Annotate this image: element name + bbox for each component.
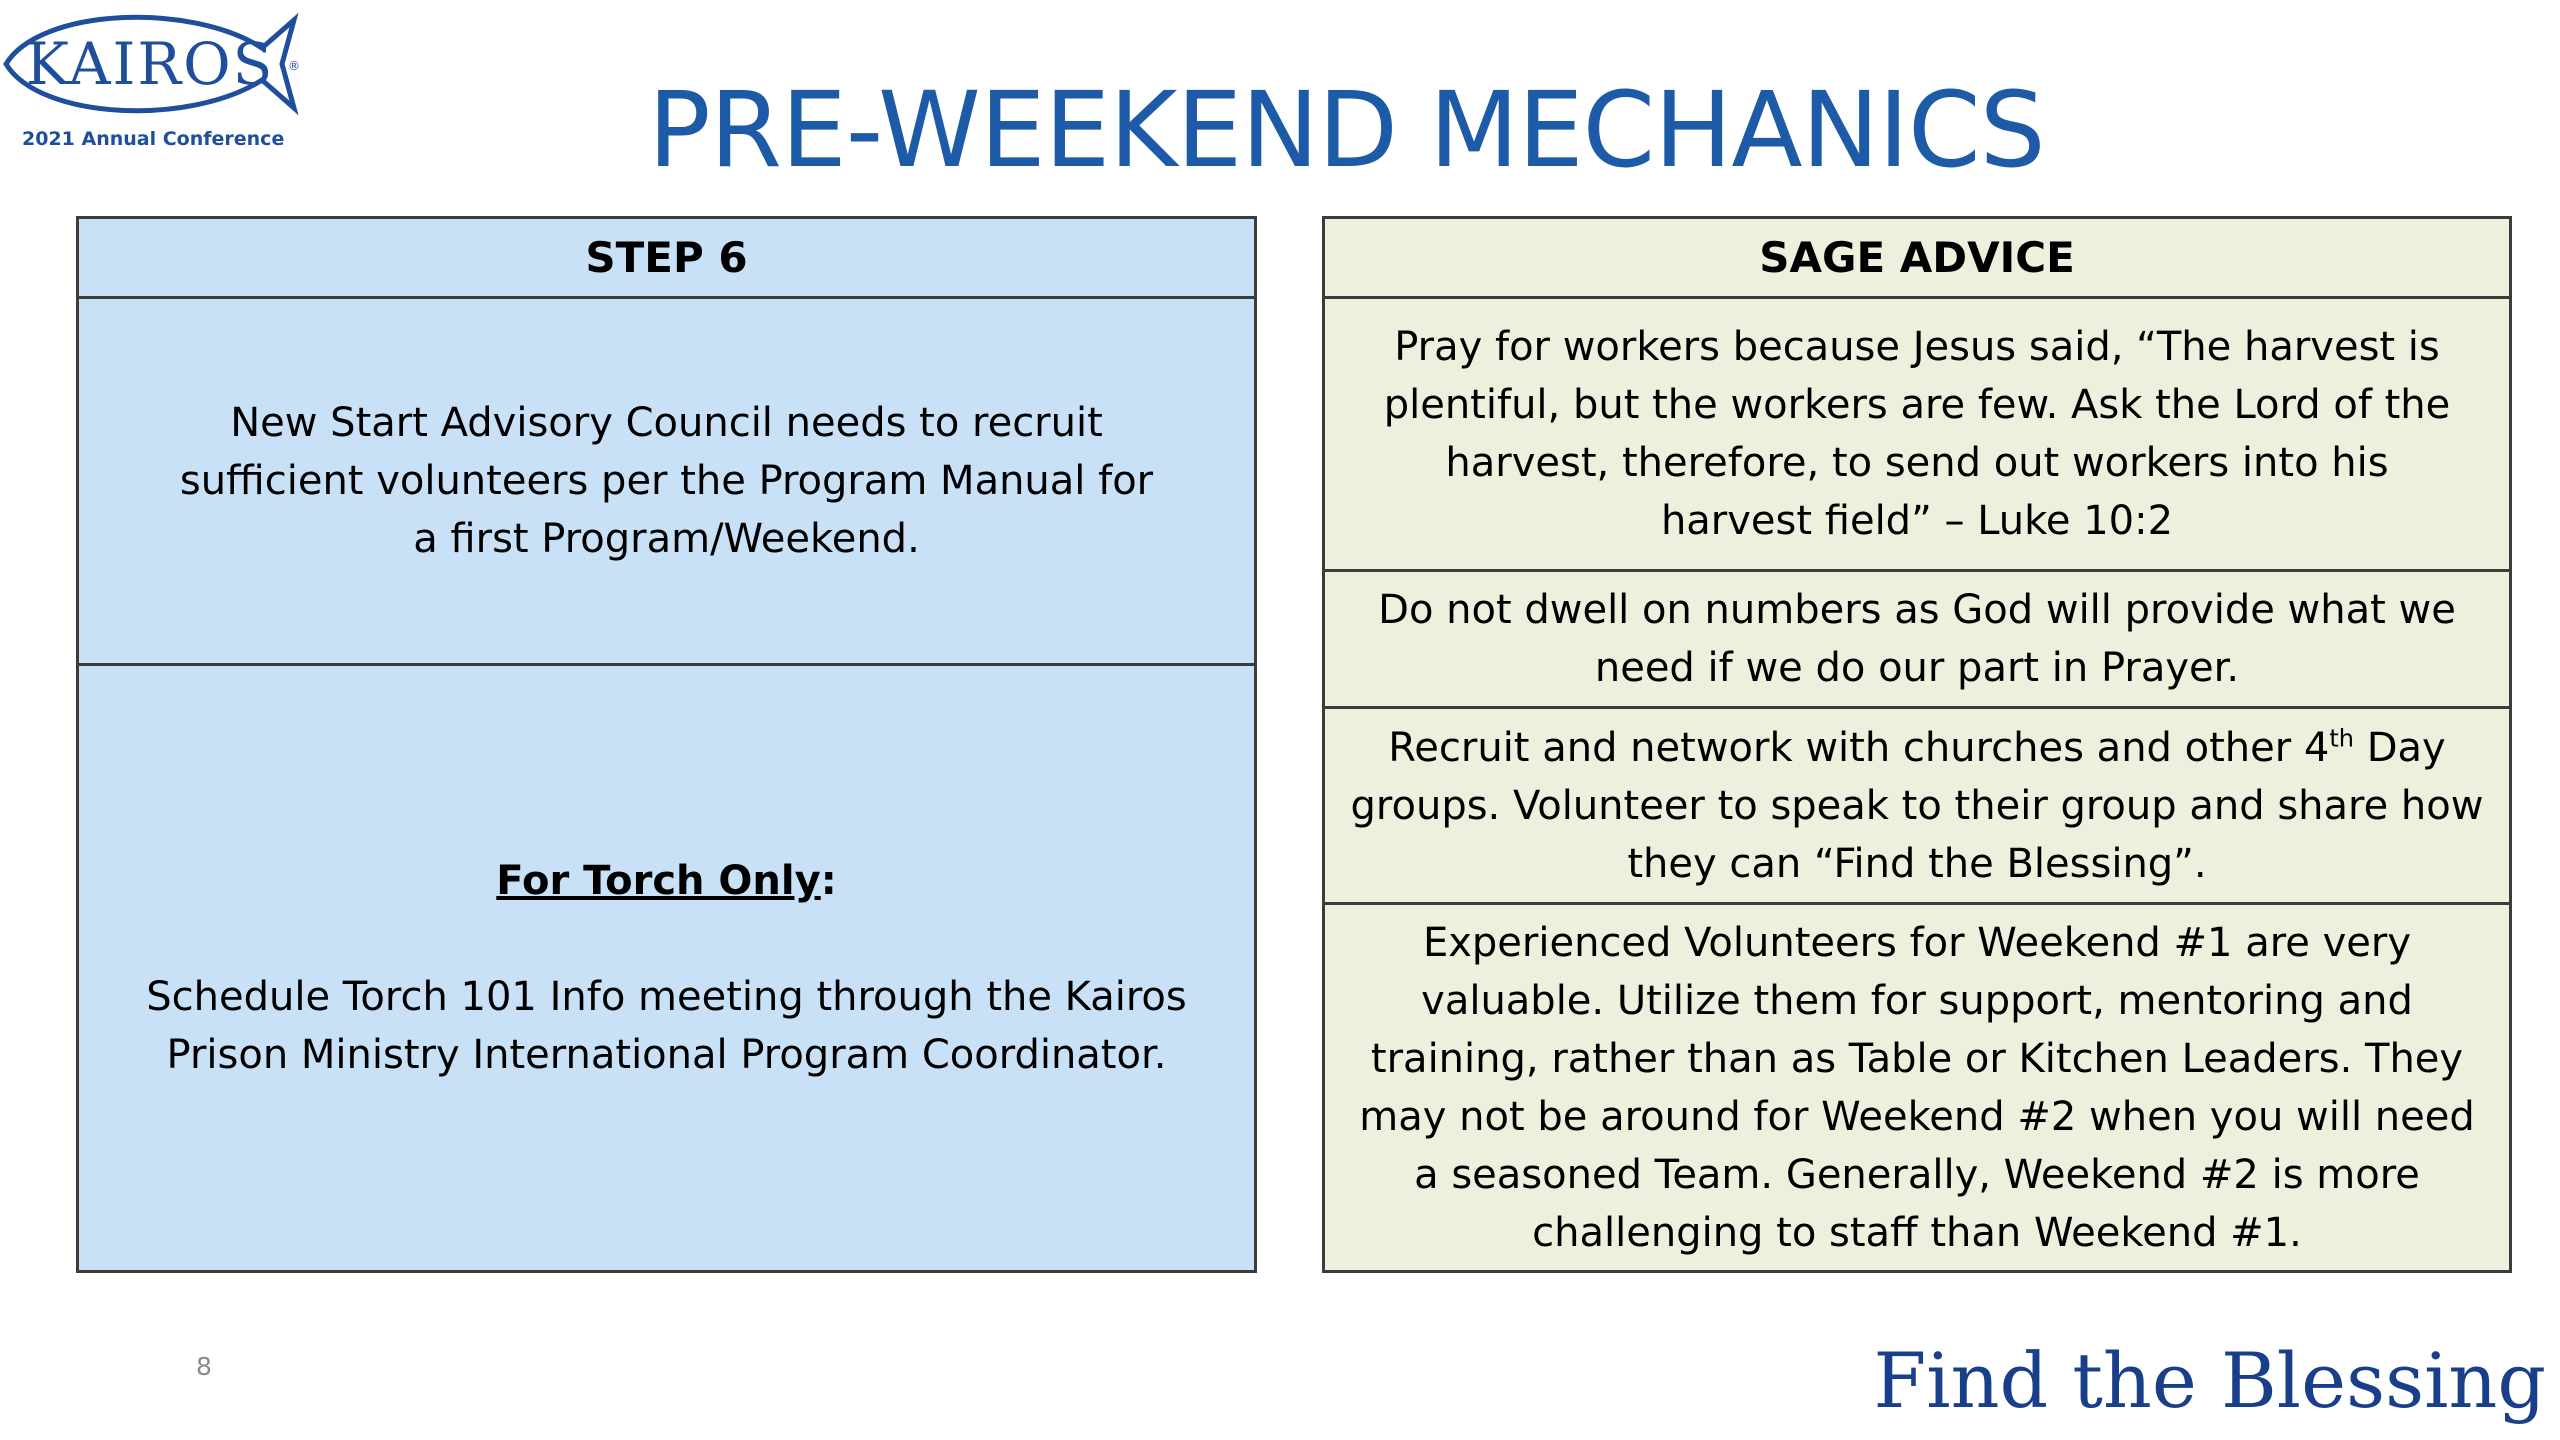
advice-cell-1 xyxy=(1325,299,2509,572)
sage-advice-panel xyxy=(1322,216,2512,1273)
torch-title: For Torch Only xyxy=(496,858,821,904)
advice-text-4: Experienced Volunteers for Weekend #1 are very valuable. Utilize them for support, mentoring and training, rather than as Table or Kitchen Leaders. They may not be around for Weekend #2 when you will need a seasoned Team. Generally, Weekend #2 is more challenging to staff than Weekend #1. xyxy=(1359,919,2475,1256)
kairos-fish-emblem xyxy=(0,0,300,125)
advice-text-1: Pray for workers because Jesus said, “The harvest is plentiful, but the workers are few. Ask the Lord of the harvest, therefore, to send out workers into his harvest field” – Luke 10:2 xyxy=(1383,324,2451,544)
torch-cell xyxy=(79,666,1254,1270)
svg-text:®: ® xyxy=(288,59,300,73)
advice-text-3a: Recruit and network with churches and other 4 xyxy=(1388,724,2330,771)
advice-cell-3 xyxy=(1325,709,2509,905)
torch-text: Schedule Torch 101 Info meeting through the Kairos Prison Ministry International Program Coordinator. xyxy=(146,974,1187,1078)
page-number: 8 xyxy=(196,1352,212,1381)
torch-heading xyxy=(496,852,836,910)
step-panel xyxy=(76,216,1257,1273)
kairos-wordmark: KAIROS xyxy=(25,30,275,98)
advice-text-2: Do not dwell on numbers as God will provide what we need if we do our part in Prayer. xyxy=(1378,587,2456,691)
advice-text-3b: Day groups. Volunteer to speak to their group and share how they can “Find the Blessing”. xyxy=(1350,724,2484,887)
conference-label: 2021 Annual Conference xyxy=(22,128,285,150)
kairos-logo xyxy=(0,0,300,160)
step-description-cell xyxy=(79,299,1254,666)
advice-cell-2 xyxy=(1325,572,2509,709)
advice-cell-4 xyxy=(1325,905,2509,1270)
step-header: STEP 6 xyxy=(79,219,1254,299)
advice-text-3 xyxy=(1349,719,2485,893)
torch-colon: : xyxy=(820,858,837,904)
tagline: Find the Blessing xyxy=(1873,1336,2546,1425)
page-title: PRE-WEEKEND MECHANICS xyxy=(648,69,2045,191)
step-description: New Start Advisory Council needs to recruit sufficient volunteers per the Program Manual for a first Program/Weekend. xyxy=(179,400,1154,562)
ordinal-suffix: th xyxy=(2329,724,2354,753)
sage-advice-header: SAGE ADVICE xyxy=(1325,219,2509,299)
